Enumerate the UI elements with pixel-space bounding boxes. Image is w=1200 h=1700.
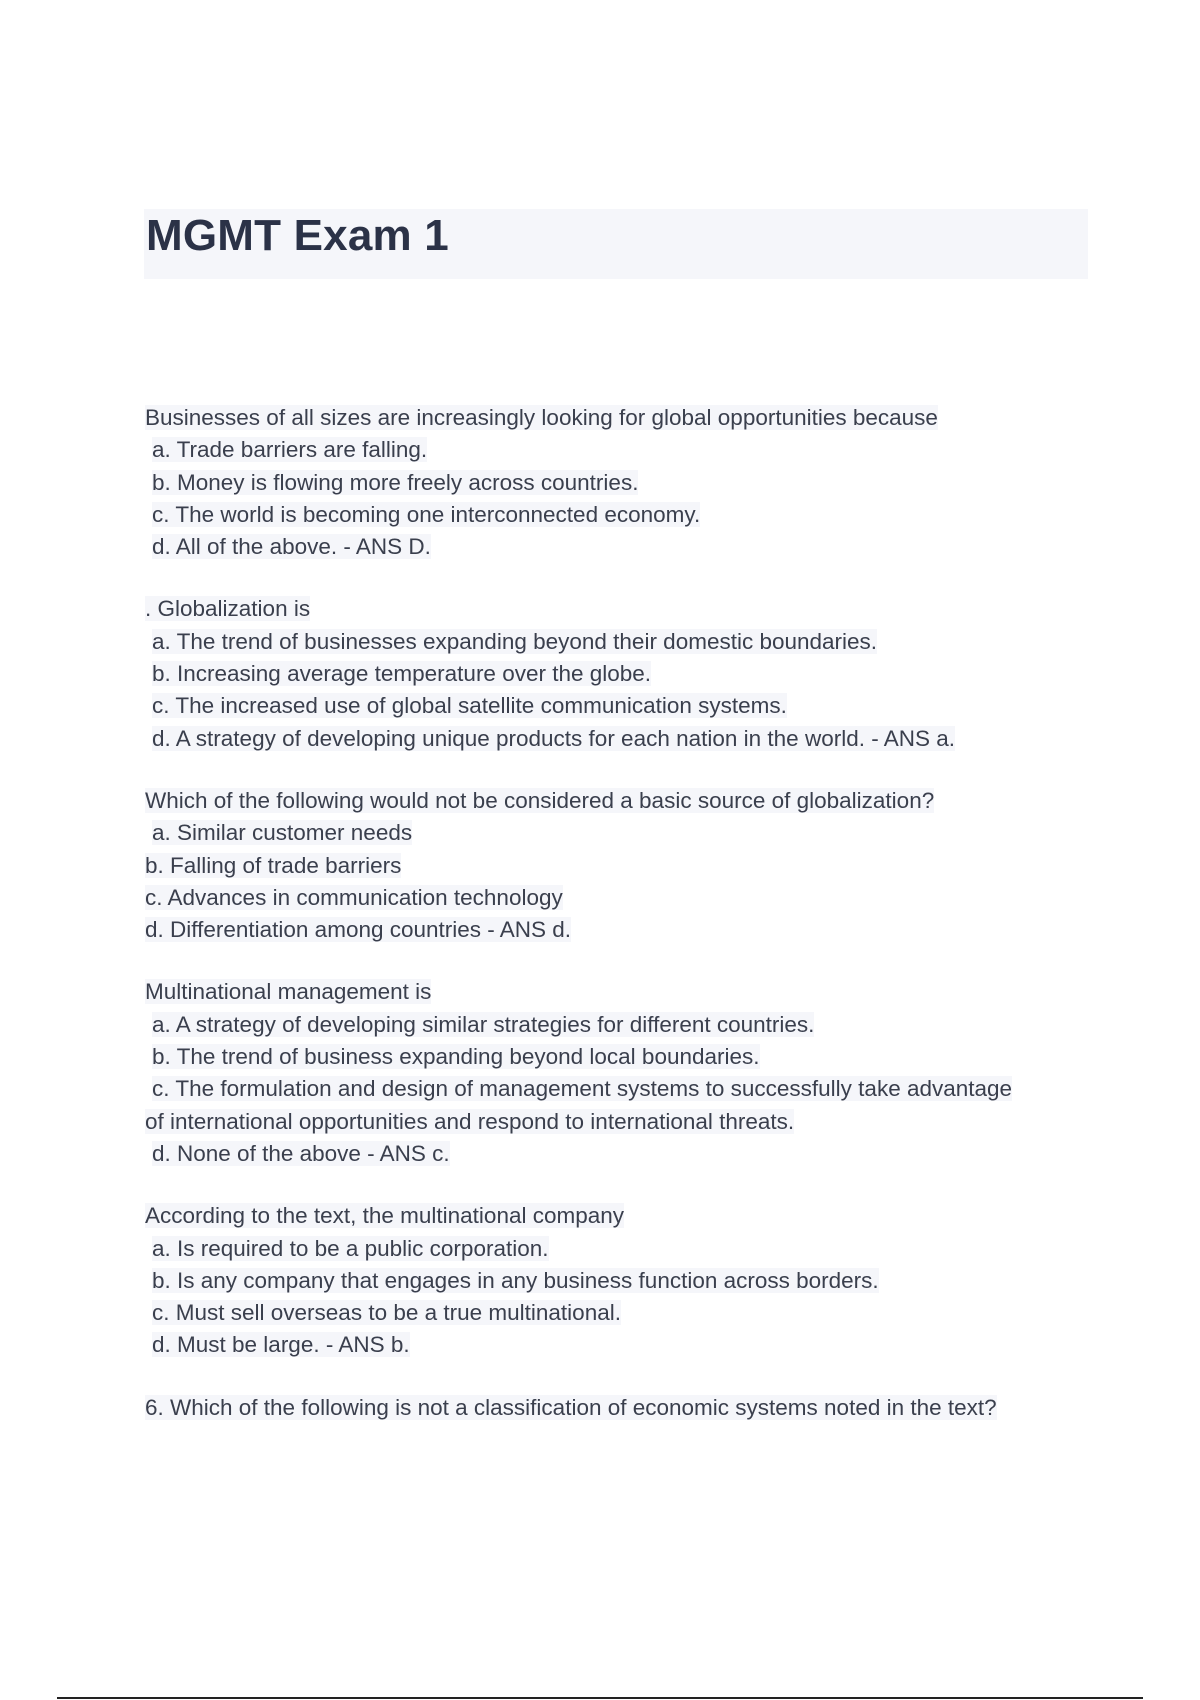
question-2-option-b: b. Increasing average temperature over the globe. [152,661,652,687]
question-1 [145,402,1085,563]
question-2 [145,593,1085,754]
question-1-option-d: d. All of the above. - ANS D. [152,534,431,560]
question-1-option-c: c. The world is becoming one interconnected economy. [152,501,701,527]
question-4-option-d: d. None of the above - ANS c. [152,1140,450,1166]
question-6 [145,1392,1085,1424]
question-5 [145,1200,1085,1361]
question-3-text: Which of the following would not be considered a basic source of globalization? [145,787,935,813]
question-1-option-b: b. Money is flowing more freely across countries. [152,469,639,495]
question-4-option-b: b. The trend of business expanding beyond local boundaries. [152,1044,760,1070]
question-3 [145,785,1085,946]
page-bottom-rule [57,1697,1143,1699]
question-5-option-c: c. Must sell overseas to be a true multinational. [152,1300,621,1326]
question-2-option-a: a. The trend of businesses expanding beyond their domestic boundaries. [152,628,878,654]
question-4-option-a: a. A strategy of developing similar strategies for different countries. [152,1011,815,1037]
question-5-option-d: d. Must be large. - ANS b. [152,1332,410,1358]
question-4 [145,976,1085,1170]
question-2-text: . Globalization is [145,596,311,622]
question-5-option-a: a. Is required to be a public corporation. [152,1235,549,1261]
question-3-option-b: b. Falling of trade barriers [145,852,402,878]
page-title: MGMT Exam 1 [146,211,449,260]
question-6-text: 6. Which of the following is not a classification of economic systems noted in the text? [145,1394,997,1420]
question-1-option-a: a. Trade barriers are falling. [152,437,428,463]
question-3-option-c: c. Advances in communication technology [145,884,563,910]
question-3-option-a: a. Similar customer needs [152,820,413,846]
question-4-option-c: c. The formulation and design of management systems to successfully take advantage [152,1076,1013,1102]
question-5-option-b: b. Is any company that engages in any business function across borders. [152,1267,879,1293]
question-4-option-c-continued: of international opportunities and respond to international threats. [145,1108,795,1134]
question-4-text: Multinational management is [145,979,432,1005]
question-5-text: According to the text, the multinational company [145,1203,625,1229]
question-list [145,402,1085,1454]
question-1-text: Businesses of all sizes are increasingly looking for global opportunities because [145,405,938,430]
question-2-option-c: c. The increased use of global satellite communication systems. [152,693,787,719]
question-3-option-d: d. Differentiation among countries - ANS d. [145,917,572,943]
question-2-option-d: d. A strategy of developing unique products for each nation in the world. - ANS a. [152,725,956,751]
